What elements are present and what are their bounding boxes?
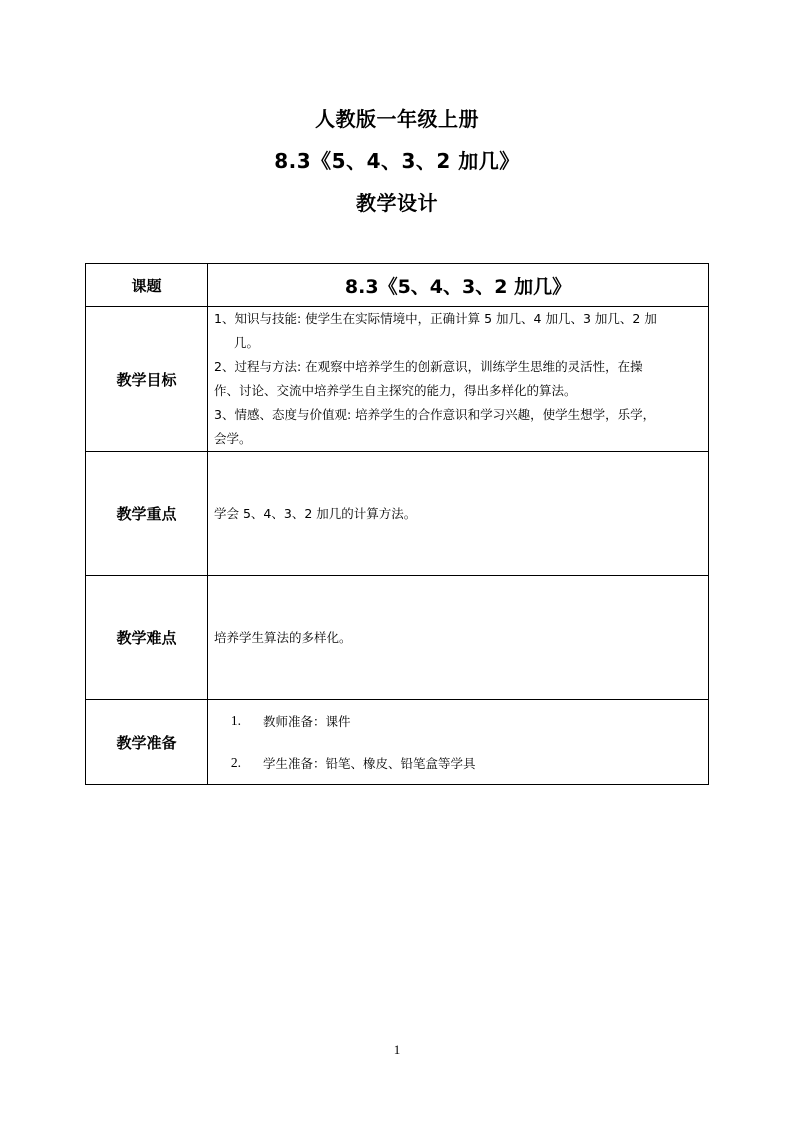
page-number: 1 bbox=[393, 1042, 401, 1057]
key-points-cell bbox=[208, 452, 709, 576]
goal-2-line-a: 2、过程与方法: 在观察中培养学生的创新意识，训练学生思维的灵活性，在操 bbox=[214, 359, 643, 374]
difficulties-text: 培养学生算法的多样化。 bbox=[214, 629, 352, 645]
prep-1-number: 1. bbox=[230, 713, 241, 728]
prep-2-text: 学生准备：铅笔、橡皮、铅笔盒等学具 bbox=[263, 756, 476, 771]
topic-value: 8.3《5、4、3、2 加几》 bbox=[208, 264, 709, 307]
goal-item-2 bbox=[214, 355, 702, 403]
document-title: 人教版一年级上册 bbox=[315, 107, 479, 131]
goals-list bbox=[208, 307, 708, 451]
document-subtitle: 教学设计 bbox=[356, 191, 438, 215]
preparation-label: 教学准备 bbox=[86, 700, 208, 785]
preparation-cell bbox=[208, 700, 709, 785]
goal-1-line-b: 几。 bbox=[234, 335, 260, 350]
key-points-label: 教学重点 bbox=[86, 452, 208, 576]
table-row-goals bbox=[86, 307, 709, 452]
goal-item-3 bbox=[214, 403, 702, 451]
goal-3-line-a: 3、情感、态度与价值观: 培养学生的合作意识和学习兴趣，使学生想学，乐学， bbox=[214, 407, 656, 422]
prep-2-number: 2. bbox=[230, 755, 241, 770]
list-item bbox=[208, 700, 708, 742]
lesson-plan-table bbox=[85, 263, 709, 785]
goal-2-line-b: 作、讨论、交流中培养学生自主探究的能力，得出多样化的算法。 bbox=[214, 383, 577, 398]
goals-cell bbox=[208, 307, 709, 452]
difficulties-cell bbox=[208, 576, 709, 700]
difficulties-label: 教学难点 bbox=[86, 576, 208, 700]
preparation-list bbox=[208, 700, 708, 784]
table-row-key-points bbox=[86, 452, 709, 576]
table-row-topic bbox=[86, 264, 709, 307]
goal-item-1 bbox=[214, 307, 702, 355]
table-row-difficulties bbox=[86, 576, 709, 700]
prep-1-text: 教师准备：课件 bbox=[263, 714, 351, 729]
topic-label: 课题 bbox=[86, 264, 208, 307]
goal-1-line-a: 1、知识与技能: 使学生在实际情境中，正确计算 5 加几、4 加几、3 加几、2 加 bbox=[214, 311, 657, 326]
goals-label: 教学目标 bbox=[86, 307, 208, 452]
goal-3-line-b: 会学。 bbox=[214, 431, 252, 446]
key-points-text: 学会 5、4、3、2 加几的计算方法。 bbox=[214, 505, 417, 521]
table-row-preparation bbox=[86, 700, 709, 785]
list-item bbox=[208, 742, 708, 784]
lesson-title: 8.3《5、4、3、2 加几》 bbox=[274, 149, 520, 173]
